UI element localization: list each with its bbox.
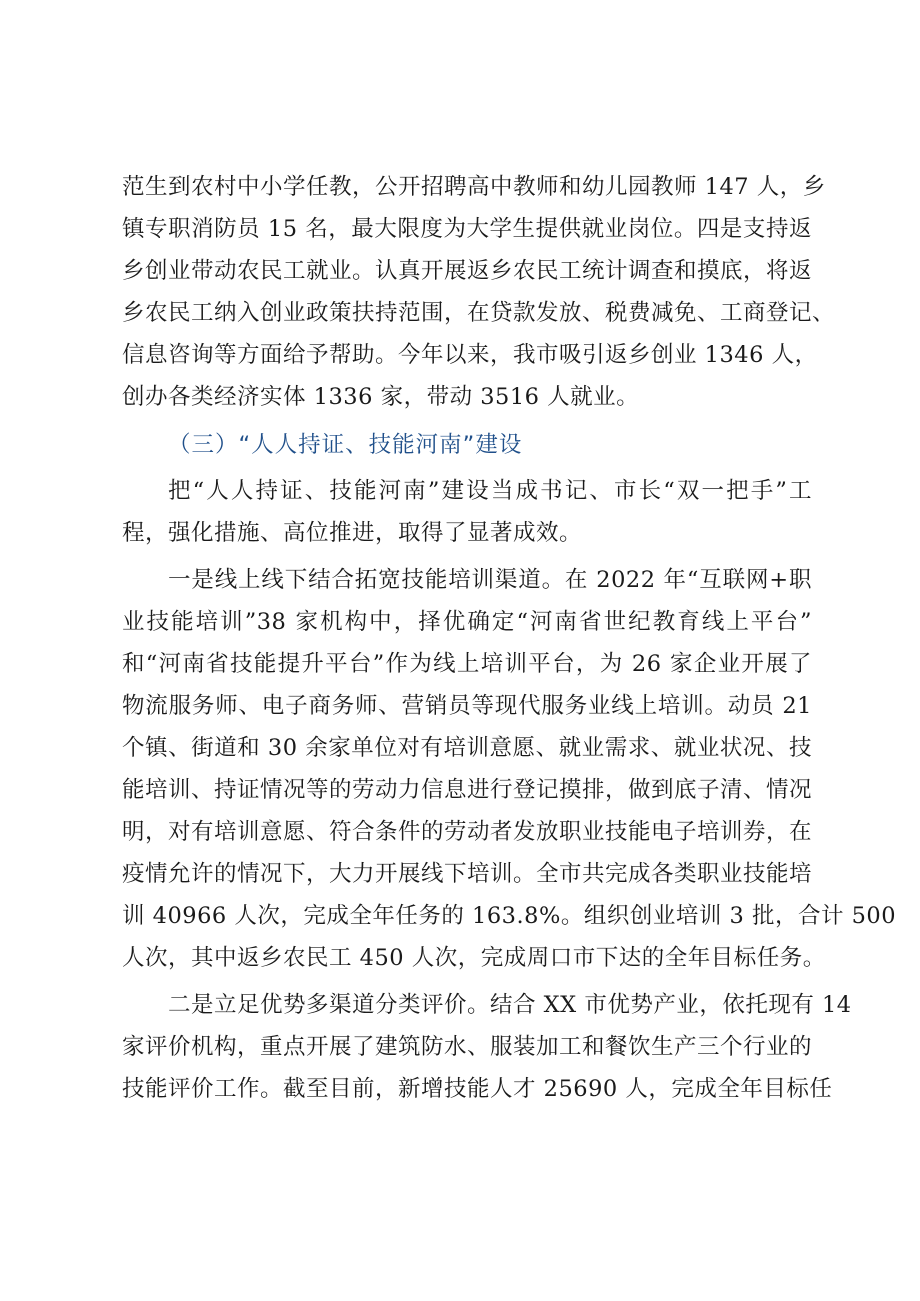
text-line: 能培训、持证情况等的劳动力信息进行登记摸排，做到底子清、情况 [122, 777, 813, 803]
text-line: 范生到农村中小学任教，公开招聘高中教师和幼儿园教师 147 人，乡 [122, 174, 826, 200]
text-line: 明，对有培训意愿、符合条件的劳动者发放职业技能电子培训券，在 [122, 819, 813, 845]
text-line: 疫情允许的情况下，大力开展线下培训。全市共完成各类职业技能培 [122, 861, 813, 887]
text-line: 程，强化措施、高位推进，取得了显著成效。 [122, 520, 583, 546]
text-line: 乡创业带动农民工就业。认真开展返乡农民工统计调查和摸底，将返 [122, 258, 813, 284]
text-line: 乡农民工纳入创业政策扶持范围，在贷款发放、税费减免、工商登记、 [122, 300, 836, 326]
text-line: 家评价机构，重点开展了建筑防水、服装加工和餐饮生产三个行业的 [122, 1034, 813, 1060]
text-line: 业技能培训”38 家机构中，择优确定“河南省世纪教育线上平台” [122, 609, 812, 635]
text-line: 镇专职消防员 15 名，最大限度为大学生提供就业岗位。四是支持返 [122, 216, 812, 242]
text-line: 个镇、街道和 30 余家单位对有培训意愿、就业需求、就业状况、技 [122, 735, 812, 761]
text-line: 二是立足优势多渠道分类评价。结合 XX 市优势产业，依托现有 14 [168, 992, 852, 1018]
text-line: 训 40966 人次，完成全年任务的 163.8%。组织创业培训 3 批，合计 500 [122, 903, 897, 929]
section-heading: （三）“人人持证、技能河南”建设 [168, 432, 523, 458]
text-line: 人次，其中返乡农民工 450 人次，完成周口市下达的全年目标任务。 [122, 945, 826, 971]
text-line: 技能评价工作。截至目前，新增技能人才 25690 人，完成全年目标任 [122, 1076, 833, 1102]
text-line: 信息咨询等方面给予帮助。今年以来，我市吸引返乡创业 1346 人， [122, 342, 818, 368]
text-line: 创办各类经济实体 1336 家，带动 3516 人就业。 [122, 384, 640, 410]
text-line: 物流服务师、电子商务师、营销员等现代服务业线上培训。动员 21 [122, 693, 812, 719]
text-line: 一是线上线下结合拓宽技能培训渠道。在 2022 年“互联网+职 [168, 567, 812, 593]
text-line: 把“人人持证、技能河南”建设当成书记、市长“双一把手”工 [168, 478, 812, 504]
text-line: 和“河南省技能提升平台”作为线上培训平台，为 26 家企业开展了 [122, 651, 812, 677]
